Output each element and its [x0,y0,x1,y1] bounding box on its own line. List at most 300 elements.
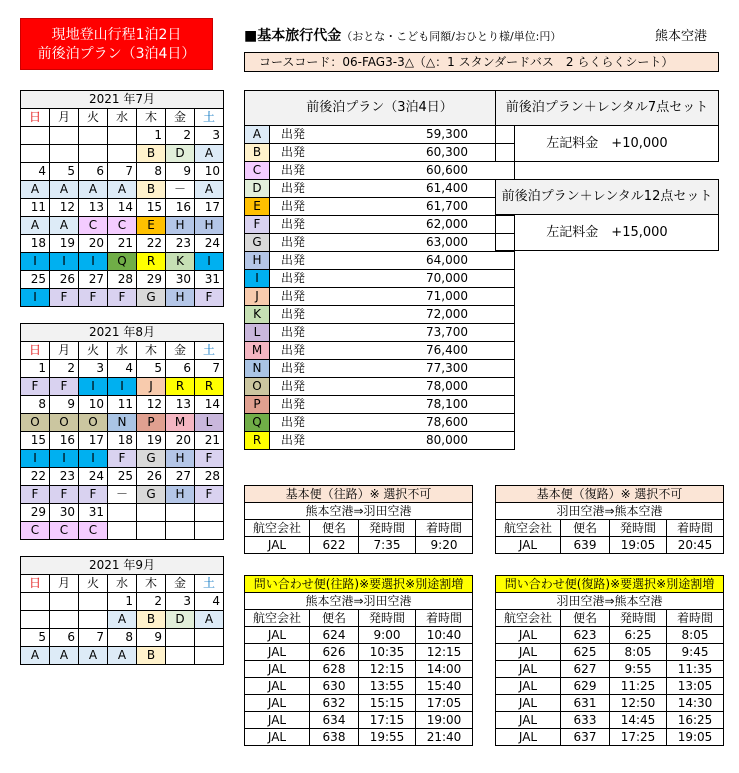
flight-cell: JAL [245,729,310,746]
calendar-day: 9 [166,163,195,181]
calendar-day: 11 [108,396,137,414]
calendar-price-code: I [195,253,224,271]
calendar-price-code: J [137,378,166,396]
price-code: O [245,378,270,396]
price-row [245,306,515,324]
calendar-day: 18 [21,235,50,253]
calendar-price-code [79,145,108,163]
calendar-day [50,593,79,611]
calendar-price-code: F [108,289,137,307]
calendar-day: 18 [108,432,137,450]
calendar-july [20,90,224,307]
flight-cell: 9:45 [667,644,724,661]
flight-cell: 622 [310,537,359,554]
flight-cell: JAL [245,695,310,712]
flight-row [245,627,473,644]
calendar-day: 8 [108,629,137,647]
calendar-day: 3 [166,593,195,611]
calendar-price-code: K [166,253,195,271]
depart-label: 出発 [270,216,317,234]
flight-row [496,627,724,644]
calendar-price-code [108,522,137,540]
flight-column-header: 航空会社 [496,610,561,627]
calendar-price-code: A [79,647,108,665]
calendar-day: 30 [50,504,79,522]
rental12-box [495,179,719,251]
calendar-price-code [79,611,108,629]
calendar-price-code [166,647,195,665]
weekday-header: 金 [166,575,195,593]
flight-table-title: 基本便（復路）※ 選択不可 [496,486,724,503]
price-value: 61,400 [316,180,515,198]
basic-return-flights [495,485,724,554]
flight-cell: 11:25 [610,678,667,695]
price-table-header: 前後泊プラン（3泊4日） [245,91,515,126]
flight-cell: 11:35 [667,661,724,678]
calendar-price-code [21,611,50,629]
calendar-price-code: B [137,647,166,665]
fee-heading-note: （おとな・こども同額/おひとり様/単位:円） [341,30,562,43]
flight-row [245,695,473,712]
calendar-price-code: E [137,217,166,235]
calendar-day: 6 [166,360,195,378]
flight-route: 熊本空港⇒羽田空港 [245,593,473,610]
flight-cell: 10:35 [359,644,416,661]
calendar-day: 10 [79,396,108,414]
calendar-price-code: A [195,145,224,163]
price-code: K [245,306,270,324]
flight-route: 羽田空港⇒熊本空港 [496,503,724,520]
price-row [245,360,515,378]
flight-cell: 632 [310,695,359,712]
weekday-header: 土 [195,109,224,127]
price-value: 80,000 [316,432,515,450]
plan-title-line-1: 現地登山行程1泊2日 [51,27,182,43]
calendar-table [20,90,224,307]
price-value: 61,700 [316,198,515,216]
price-code: A [245,126,270,144]
calendar-price-code: F [50,378,79,396]
calendar-day: 28 [108,271,137,289]
calendar-price-code: I [108,378,137,396]
calendar-day: 9 [50,396,79,414]
calendar-price-code: I [21,450,50,468]
flight-column-header: 航空会社 [245,520,310,537]
flight-cell: JAL [496,712,561,729]
calendar-price-code: B [137,611,166,629]
flight-cell: 13:05 [667,678,724,695]
flight-table-title: 問い合わせ便(復路)※要選択※別途割増 [496,576,724,593]
calendar-price-code: F [50,289,79,307]
price-code: M [245,342,270,360]
flight-cell: 8:05 [667,627,724,644]
calendar-price-code: I [21,289,50,307]
rental7-box [495,90,719,162]
calendar-price-code [50,611,79,629]
price-value: 78,100 [316,396,515,414]
calendar-price-code: A [79,181,108,199]
calendar-day: 26 [50,271,79,289]
price-code: H [245,252,270,270]
calendar-day: 25 [21,271,50,289]
calendar-day: 17 [195,199,224,217]
flight-cell: 623 [561,627,610,644]
basic-outbound-flights [244,485,473,554]
calendar-price-code: C [50,522,79,540]
calendar-price-code: N [108,414,137,432]
calendar-day: 30 [166,271,195,289]
calendar-title: 2021 年9月 [21,557,224,575]
flight-column-header: 便名 [561,610,610,627]
flight-cell: 631 [561,695,610,712]
calendar-price-code: I [50,253,79,271]
calendar-day [108,127,137,145]
flight-cell: JAL [496,661,561,678]
flight-table [244,485,473,554]
calendar-price-code: O [21,414,50,432]
flight-route: 熊本空港⇒羽田空港 [245,503,473,520]
flight-cell: JAL [245,661,310,678]
course-code-bar: コースコード：06-FAG3-3△（△：1 スタンダードバス 2 らくらくシート） [244,52,719,72]
calendar-price-code: A [195,611,224,629]
calendar-price-code: A [21,181,50,199]
price-value: 72,000 [316,306,515,324]
calendar-day: 16 [166,199,195,217]
calendar-day: 1 [21,360,50,378]
flight-cell: 14:00 [416,661,473,678]
calendar-day [195,504,224,522]
fee-heading-text: ■基本旅行代金 [244,28,342,44]
flight-cell: 639 [561,537,610,554]
calendar-day: 1 [137,127,166,145]
calendar-day: 2 [166,127,195,145]
calendar-price-code: B [137,181,166,199]
flight-cell: 6:25 [610,627,667,644]
price-row [245,216,515,234]
depart-label: 出発 [270,342,317,360]
calendar-day: 7 [79,629,108,647]
depart-label: 出発 [270,198,317,216]
calendar-day: 5 [137,360,166,378]
calendar-price-code: H [166,450,195,468]
weekday-header: 月 [50,575,79,593]
calendar-day: 16 [50,432,79,450]
flight-column-header: 発時間 [610,520,667,537]
flight-column-header: 便名 [310,610,359,627]
price-row [245,432,515,450]
calendar-day: 7 [108,163,137,181]
calendar-day: 8 [21,396,50,414]
weekday-header: 水 [108,109,137,127]
calendar-day: 23 [166,235,195,253]
flight-row [496,729,724,746]
price-value: 73,700 [316,324,515,342]
calendar-price-code: I [50,450,79,468]
calendar-day: 4 [108,360,137,378]
calendar-day: 19 [50,235,79,253]
flight-cell: 19:05 [610,537,667,554]
calendar-day: 28 [195,468,224,486]
depart-label: 出発 [270,252,317,270]
flight-column-header: 着時間 [416,610,473,627]
flight-cell: 19:05 [667,729,724,746]
calendar-price-code: O [50,414,79,432]
flight-row [245,537,473,554]
price-row [245,162,515,180]
calendar-price-code: I [79,378,108,396]
calendar-day: 3 [195,127,224,145]
calendar-day [79,127,108,145]
calendar-price-code: R [195,378,224,396]
weekday-header: 木 [137,109,166,127]
flight-row [496,661,724,678]
fee-heading [244,25,561,45]
depart-label: 出発 [270,144,317,162]
flight-column-header: 着時間 [416,520,473,537]
price-value: 63,000 [316,234,515,252]
calendar-price-code: A [108,181,137,199]
calendar-price-code [21,145,50,163]
flight-cell: 21:40 [416,729,473,746]
calendar-day [21,593,50,611]
calendar-price-code: L [195,414,224,432]
calendar-price-code: I [79,450,108,468]
weekday-header: 火 [79,575,108,593]
price-row [245,414,515,432]
price-code: B [245,144,270,162]
price-value: 77,300 [316,360,515,378]
calendar-day: 9 [137,629,166,647]
calendar-day: 19 [137,432,166,450]
price-row [245,144,515,162]
flight-column-header: 便名 [561,520,610,537]
flight-column-header: 便名 [310,520,359,537]
price-value: 60,600 [316,162,515,180]
calendar-price-code: G [137,289,166,307]
inquiry-outbound-flights [244,575,473,746]
calendar-price-code: F [21,486,50,504]
price-value: 59,300 [316,126,515,144]
price-value: 64,000 [316,252,515,270]
depart-label: 出発 [270,234,317,252]
price-code: N [245,360,270,378]
calendar-day: 12 [50,199,79,217]
flight-table-title: 基本便（往路）※ 選択不可 [245,486,473,503]
rental12-body: 左記料金 +15,000 [546,225,668,240]
calendar-price-code: F [195,289,224,307]
calendar-price-code: A [108,647,137,665]
weekday-header: 土 [195,342,224,360]
price-value: 78,600 [316,414,515,432]
depart-label: 出発 [270,180,317,198]
calendar-day: 17 [79,432,108,450]
rental7-title: 前後泊プラン＋レンタル7点セット [496,91,718,126]
calendar-price-code: A [195,181,224,199]
calendar-price-code: C [108,217,137,235]
depart-label: 出発 [270,288,317,306]
price-value: 78,000 [316,378,515,396]
plan-title-box [20,18,213,70]
depart-label: 出発 [270,306,317,324]
weekday-header: 木 [137,575,166,593]
flight-cell: JAL [245,537,310,554]
calendar-price-code: A [21,217,50,235]
calendar-day: 12 [137,396,166,414]
calendar-table [20,323,224,540]
inquiry-return-flights [495,575,724,746]
calendar-day: 6 [50,629,79,647]
calendar-table [20,556,224,665]
weekday-header: 金 [166,342,195,360]
calendar-title: 2021 年8月 [21,324,224,342]
calendar-day: 21 [108,235,137,253]
flight-column-header: 着時間 [667,520,724,537]
calendar-price-code: R [137,253,166,271]
flight-cell: JAL [496,695,561,712]
price-row [245,270,515,288]
calendar-day: 25 [108,468,137,486]
flight-cell: 634 [310,712,359,729]
calendar-day: 22 [21,468,50,486]
weekday-header: 日 [21,575,50,593]
calendar-day: 24 [79,468,108,486]
price-row [245,198,515,216]
flight-row [245,729,473,746]
depart-label: 出発 [270,432,317,450]
calendar-price-code: F [195,486,224,504]
price-code: E [245,198,270,216]
flight-column-header: 着時間 [667,610,724,627]
weekday-header: 火 [79,342,108,360]
price-row [245,126,515,144]
calendar-day: 2 [50,360,79,378]
price-table [244,90,515,450]
flight-row [245,678,473,695]
flight-cell: 15:15 [359,695,416,712]
weekday-header: 土 [195,575,224,593]
calendar-price-code: G [137,486,166,504]
calendar-price-code: I [21,253,50,271]
price-value: 71,000 [316,288,515,306]
flight-row [496,678,724,695]
flight-row [496,712,724,729]
flight-column-header: 発時間 [610,610,667,627]
flight-cell: 9:20 [416,537,473,554]
calendar-price-code: F [195,450,224,468]
price-row [245,288,515,306]
calendar-price-code: － [108,486,137,504]
calendar-price-code [195,647,224,665]
weekday-header: 火 [79,109,108,127]
calendar-day [137,504,166,522]
flight-cell: 19:55 [359,729,416,746]
flight-cell: 627 [561,661,610,678]
calendar-day: 4 [21,163,50,181]
calendar-day: 5 [50,163,79,181]
price-code: R [245,432,270,450]
flight-cell: 629 [561,678,610,695]
calendar-day: 29 [21,504,50,522]
flight-table [244,575,473,746]
flight-cell: 12:15 [416,644,473,661]
calendar-day: 13 [79,199,108,217]
calendar-day: 6 [79,163,108,181]
flight-cell: 16:25 [667,712,724,729]
depart-label: 出発 [270,414,317,432]
calendar-day [79,593,108,611]
flight-cell: 17:25 [610,729,667,746]
flight-cell: 7:35 [359,537,416,554]
flight-table-title: 問い合わせ便(往路)※要選択※別途割増 [245,576,473,593]
depart-label: 出発 [270,360,317,378]
price-row [245,234,515,252]
flight-cell: JAL [496,729,561,746]
calendar-day: 2 [137,593,166,611]
flight-cell: JAL [245,678,310,695]
calendar-day: 20 [79,235,108,253]
calendar-price-code: D [166,611,195,629]
calendar-price-code: － [166,181,195,199]
calendar-day: 31 [79,504,108,522]
calendar-price-code: F [79,289,108,307]
calendar-price-code: H [195,217,224,235]
calendar-price-code: C [21,522,50,540]
weekday-header: 日 [21,109,50,127]
flight-route: 羽田空港⇒熊本空港 [496,593,724,610]
calendar-day [166,629,195,647]
calendar-price-code [50,145,79,163]
calendar-price-code [137,522,166,540]
flight-cell: 637 [561,729,610,746]
calendar-day: 20 [166,432,195,450]
price-code: I [245,270,270,288]
price-value: 60,300 [316,144,515,162]
price-row [245,252,515,270]
weekday-header: 水 [108,575,137,593]
weekday-header: 金 [166,109,195,127]
weekday-header: 水 [108,342,137,360]
calendar-day: 8 [137,163,166,181]
flight-cell: 17:05 [416,695,473,712]
calendar-day: 11 [21,199,50,217]
calendar-price-code: H [166,289,195,307]
calendar-day: 21 [195,432,224,450]
flight-cell: 624 [310,627,359,644]
calendar-price-code: D [166,145,195,163]
depart-label: 出発 [270,324,317,342]
calendar-day: 13 [166,396,195,414]
flight-column-header: 航空会社 [245,610,310,627]
calendar-title: 2021 年7月 [21,91,224,109]
calendar-day: 3 [79,360,108,378]
price-value: 62,000 [316,216,515,234]
flight-cell: 9:55 [610,661,667,678]
flight-cell: 14:30 [667,695,724,712]
flight-cell: 628 [310,661,359,678]
flight-cell: 17:15 [359,712,416,729]
calendar-price-code: F [108,450,137,468]
flight-cell: 625 [561,644,610,661]
flight-row [496,695,724,712]
flight-cell: 12:15 [359,661,416,678]
flight-cell: JAL [496,678,561,695]
calendar-price-code: H [166,486,195,504]
calendar-day: 14 [108,199,137,217]
calendar-day: 14 [195,396,224,414]
price-code: L [245,324,270,342]
calendar-price-code: I [79,253,108,271]
calendar-day [166,504,195,522]
